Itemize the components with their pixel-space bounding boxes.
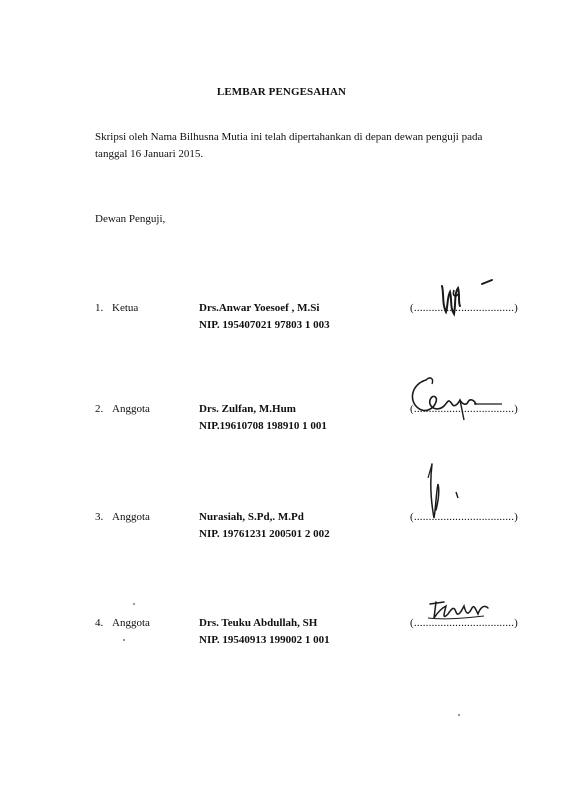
examiner-role: Anggota [112, 403, 150, 415]
signature-line: (..................................) [410, 302, 519, 314]
examiner-nip: NIP. 19761231 200501 2 002 [199, 528, 330, 540]
signature-line: (..................................) [410, 403, 519, 415]
examiner-number: 4. [95, 617, 104, 629]
examiner-name: Drs. Teuku Abdullah, SH [199, 617, 318, 629]
signature-4-image [426, 596, 506, 632]
signature-line: (..................................) [410, 511, 519, 523]
signature-3-image [420, 458, 480, 530]
examiner-role: Ketua [112, 302, 139, 314]
examiner-number: 3. [95, 511, 104, 523]
page-title: LEMBAR PENGESAHAN [216, 86, 347, 98]
examiner-role: Anggota [112, 617, 150, 629]
signature-line: (..................................) [410, 617, 519, 629]
signature-2-image [404, 368, 504, 428]
examiner-name: Drs. Zulfan, M.Hum [199, 403, 296, 415]
examiner-nip: NIP. 19540913 199002 1 001 [199, 634, 330, 646]
examiner-name: Drs.Anwar Yoesoef , M.Si [199, 302, 320, 314]
examiner-role: Anggota [112, 511, 150, 523]
board-label: Dewan Penguji, [95, 213, 166, 225]
examiner-name: Nurasiah, S.Pd,. M.Pd [199, 511, 304, 523]
examiner-nip: NIP.19610708 198910 1 001 [199, 420, 327, 432]
approval-paragraph: Skripsi oleh Nama Bilhusna Mutia ini telah dipertahankan di depan dewan penguji pada tanggal 16 Januari 2015. [95, 131, 483, 160]
scan-speck [133, 603, 135, 605]
scan-speck [458, 714, 460, 716]
examiner-nip: NIP. 195407021 97803 1 003 [199, 319, 330, 331]
signature-1-image [430, 276, 510, 321]
scan-speck [123, 639, 125, 641]
examiner-number: 1. [95, 302, 104, 314]
examiner-number: 2. [95, 403, 104, 415]
